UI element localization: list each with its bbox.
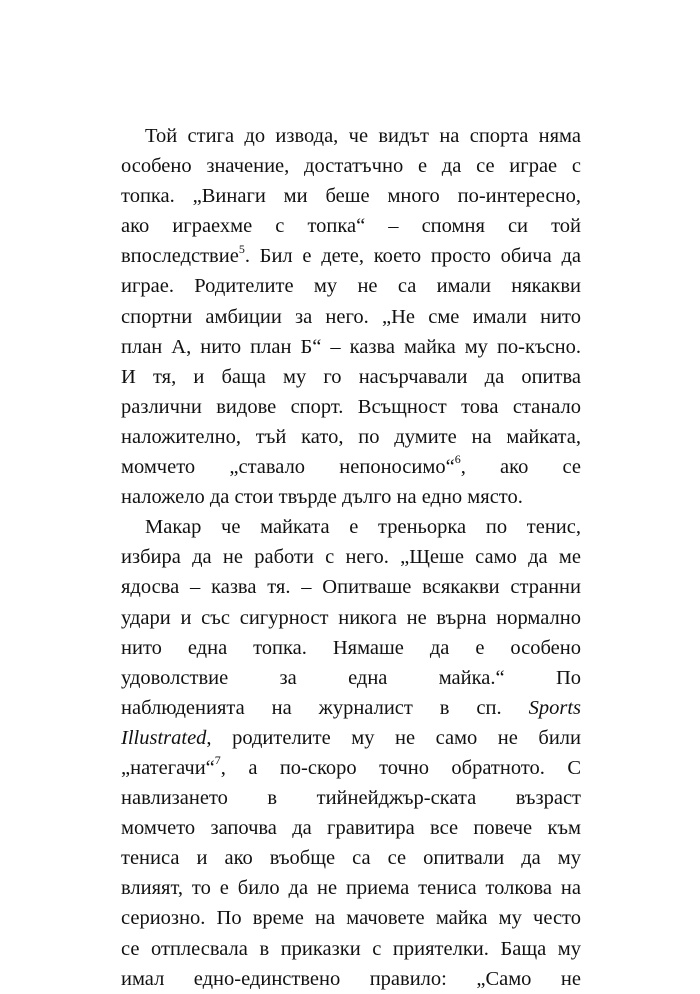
text-line: наложело да стои твърде дълго на едно място. [121, 486, 523, 509]
text-line: се отплесвала в приказки с приятелки. Баща му [121, 937, 581, 960]
text-line: спортни амбиции за него. „Не сме имали нито [121, 305, 581, 328]
text-line: И тя, и баща му го насърчавали да опитва [121, 365, 581, 388]
text-line: имал едно-единствено правило: „Само не [121, 967, 581, 990]
text-segment: , родителите му не само не били [206, 726, 581, 749]
text-line: навлизането в тийнейджър-ската възраст [121, 787, 581, 810]
text-line: сериозно. По време на мачовете майка му често [121, 907, 581, 930]
paragraph-1 [121, 121, 581, 512]
paragraph-2 [121, 512, 581, 994]
text-line: Той стига до извода, че видът на спорта няма [145, 125, 581, 147]
text-line: наложително, тъй като, по думите на майката, [121, 425, 581, 448]
text-segment: , ако се [460, 456, 581, 479]
text-line: ядосва – казва тя. – Опитваше всякакви странни [121, 576, 581, 599]
magazine-title: Sports [528, 696, 581, 719]
text-line: момчето започва да гравитира все повече към [121, 817, 581, 840]
footnote-ref-5: 5 [238, 241, 245, 256]
text-line [121, 452, 581, 482]
text-line: особено значение, достатъчно е да се играе с [121, 155, 581, 178]
footnote-ref-7: 7 [214, 753, 221, 768]
text-line [121, 753, 581, 783]
text-line: план А, нито план Б“ – казва майка му по-късно. [121, 335, 581, 358]
text-line: топка. „Винаги ми беше много по-интересно, [121, 185, 581, 208]
text-segment: впоследствие [121, 245, 239, 268]
text-segment: . Бил е дете, което просто обича да [244, 245, 581, 268]
text-line: удари и със сигурност никога не върна нормално [121, 606, 581, 629]
text-line: нито една топка. Нямаше да е особено [121, 636, 581, 659]
text-line: избира да не работи с него. „Щеше само да ме [121, 546, 581, 569]
text-line: тениса и ако въобще са се опитвали да му [121, 847, 581, 870]
text-segment: „натегачи“ [121, 756, 215, 779]
text-line: ако играехме с топка“ – спомня си той [121, 215, 581, 238]
text-line [121, 241, 581, 271]
text-line: Макар че майката е треньорка по тенис, [145, 516, 581, 539]
text-line: различни видове спорт. Всъщност това станало [121, 395, 581, 418]
text-segment: момчето „ставало непоносимо“ [121, 456, 455, 479]
magazine-title: Illustrated [121, 726, 207, 749]
text-line [121, 693, 581, 723]
text-line [121, 723, 581, 753]
text-line: удоволствие за една майка.“ По [121, 666, 581, 689]
text-segment: наблюденията на журналист в сп. [121, 696, 529, 719]
text-segment: , а по-скоро точно обратното. С [220, 756, 581, 779]
text-line: влияят, то е било да не приема тениса толкова на [121, 877, 581, 900]
body-text [121, 121, 581, 994]
text-line: играе. Родителите му не са имали някакви [121, 275, 581, 298]
footnote-ref-6: 6 [454, 452, 461, 467]
